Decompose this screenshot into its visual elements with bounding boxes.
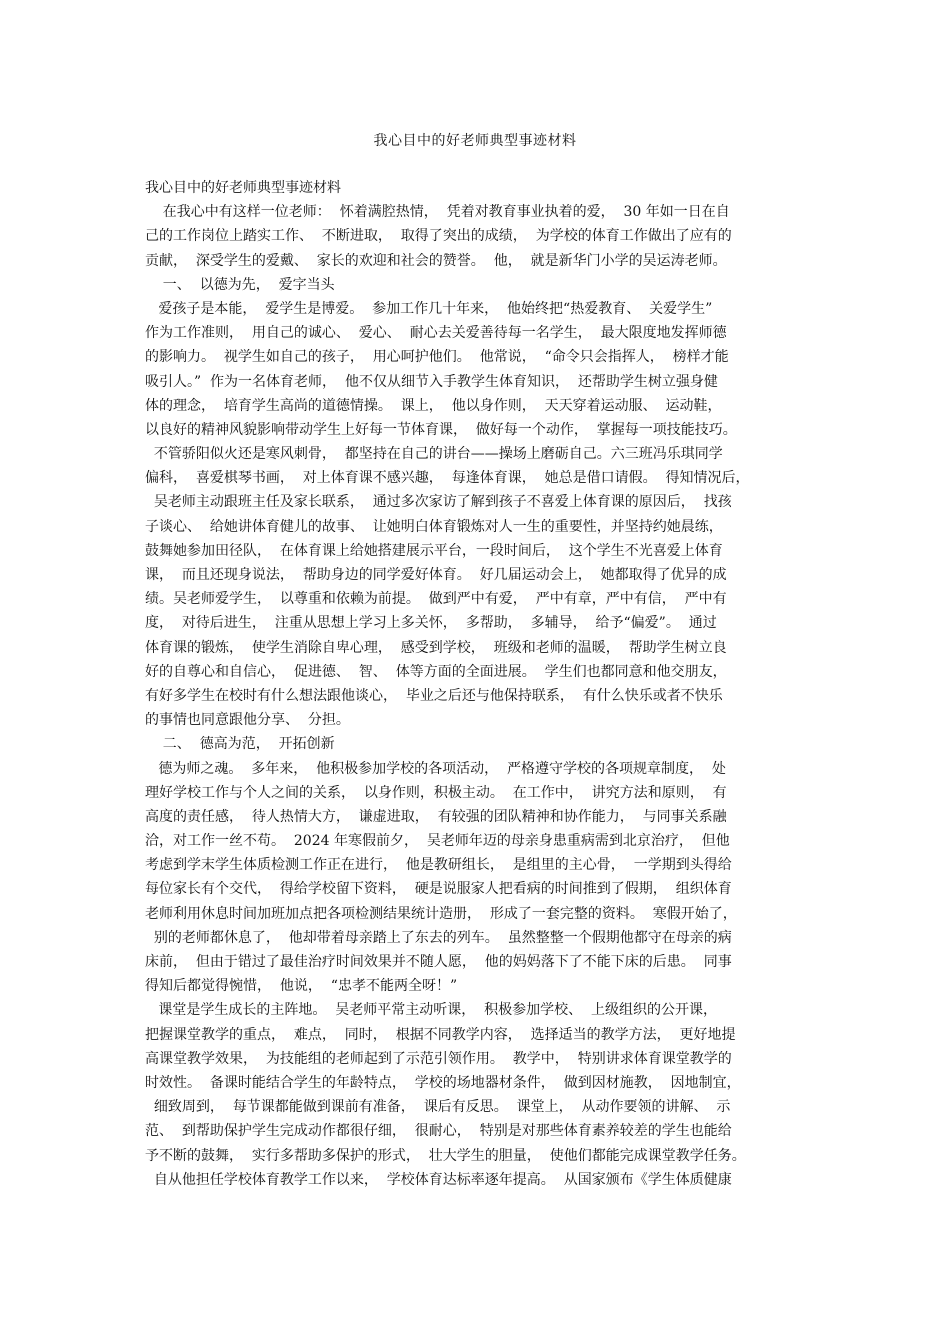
body-line: 细致周到， 每节课都能做到课前有准备， 课后有反思。 课堂上， 从动作要领的讲解、 示 <box>145 1099 731 1116</box>
body-line: 偏科， 喜爱棋琴书画， 对上体育课不感兴趣， 每逢体育课， 她总是借口请假。 得知情况后， <box>145 470 750 487</box>
body-line: 己的工作岗位上踏实工作、 不断进取， 取得了突出的成绩， 为学校的体育工作做出了应有的 <box>145 228 732 245</box>
body-line: 课， 而且还现身说法， 帮助身边的同学爱好体育。 好几届运动会上， 她都取得了优异的成 <box>145 567 727 583</box>
body-line: 床前， 但由于错过了最佳治疗时间效果并不随人愿， 他的妈妈落下了不能下床的后患。 同事 <box>145 954 732 970</box>
body-line: 在我心中有这样一位老师： 怀着满腔热情， 凭着对教育事业执着的爱， 30 年如一日在自 <box>145 204 730 221</box>
body-line: 吸引人。” 作为一名体育老师， 他不仅从细节入手教学生体育知识， 还帮助学生树立强身健 <box>145 373 718 390</box>
body-line: 二、 德高为范， 开拓创新 <box>145 736 335 753</box>
body-line: 不管骄阳似火还是寒风刺骨， 都坚持在自己的讲台——操场上磨砺自己。六三班冯乐琪同学 <box>145 446 723 463</box>
body-line: 每位家长有个交代， 得给学校留下资料， 硬是说服家人把看病的时间推到了假期， 组织体育 <box>145 881 732 898</box>
body-line: 理好学校工作与个人之间的关系， 以身作则，积极主动。 在工作中， 讲究方法和原则， 有 <box>145 784 727 801</box>
body-line: 德为师之魂。 多年来， 他积极参加学校的各项活动， 严格遵守学校的各项规章制度， 处 <box>145 760 726 777</box>
body-line: 作为工作准则， 用自己的诚心、 爱心、 耐心去关爱善待每一名学生， 最大限度地发挥师德 <box>145 325 727 342</box>
body-line: 一、 以德为先， 爱字当头 <box>145 276 335 293</box>
body-line: 别的老师都休息了， 他却带着母亲踏上了东去的列车。 虽然整整一个假期他都守在母亲的病 <box>145 929 732 946</box>
body-line: 贡献， 深受学生的爱戴、 家长的欢迎和社会的赞誉。 他， 就是新华门小学的吴运涛老师。 <box>145 252 727 269</box>
body-line: 高度的责任感， 待人热情大方， 谦虚进取， 有较强的团队精神和协作能力， 与同事关系融 <box>145 808 727 825</box>
body-line: 的影响力。 视学生如自己的孩子， 用心呵护他们。 他常说， “命令只会指挥人， 榜样才能 <box>145 349 729 366</box>
body-line: 度， 对待后进生， 注重从思想上学习上多关怀， 多帮助， 多辅导， 给予“偏爱”。 通过 <box>145 615 717 632</box>
body-line: 老师利用休息时间加班加点把各项检测结果统计造册， 形成了一套完整的资料。 寒假开始了， <box>145 905 737 922</box>
body-line: 好的自尊心和自信心， 促进德、 智、 体等方面的全面进展。 学生们也都同意和他交朋友， <box>145 663 727 680</box>
body-line: 得知后都觉得惋惜， 他说， “忠孝不能两全呀！” <box>145 978 458 995</box>
body-line: 课堂是学生成长的主阵地。 吴老师平常主动听课， 积极参加学校、 上级组织的公开课， <box>145 1002 718 1019</box>
body-line: 我心目中的好老师典型事迹材料 <box>145 180 341 196</box>
body-line: 吴老师主动跟班主任及家长联系， 通过多次家访了解到孩子不喜爱上体育课的原因后， 找孩 <box>145 494 732 511</box>
body-line: 有好多学生在校时有什么想法跟他谈心， 毕业之后还与他保持联系， 有什么快乐或者不快乐 <box>145 687 723 704</box>
body-line: 洽，对工作一丝不苟。 2024 年寒假前夕， 吴老师年迈的母亲身患重病需到北京治疗， 但他 <box>145 833 730 850</box>
body-line: 时效性。 备课时能结合学生的年龄特点， 学校的场地器材条件， 做到因材施教， 因地制宜， <box>145 1074 741 1091</box>
body-line: 体的理念， 培育学生高尚的道德情操。 课上， 他以身作则， 天天穿着运动服、 运动鞋， <box>145 397 722 414</box>
body-line: 把握课堂教学的重点， 难点， 同时， 根据不同教学内容， 选择适当的教学方法， 更好地提 <box>145 1026 736 1043</box>
body-line: 鼓舞她参加田径队， 在体育课上给她搭建展示平台，一段时间后， 这个学生不光喜爱上体育 <box>145 542 723 559</box>
body-line: 予不断的鼓舞， 实行多帮助多保护的形式， 壮大学生的胆量， 使他们都能完成课堂教学任务。 <box>145 1147 746 1164</box>
body-line: 自从他担任学校体育教学工作以来， 学校体育达标率逐年提高。 从国家颁布《学生体质健康 <box>145 1171 732 1188</box>
body-line: 的事情也同意跟他分享、 分担。 <box>145 712 350 729</box>
body-line: 考虑到学末学生体质检测工作正在进行， 他是教研组长， 是组里的主心骨， 一学期到头得给 <box>145 857 732 874</box>
document-body <box>145 176 817 1192</box>
body-line: 爱孩子是本能， 爱学生是博爱。 参加工作几十年来， 他始终把“热爱教育、 关爱学生” <box>145 300 713 317</box>
document-title: 我心目中的好老师典型事迹材料 <box>373 133 577 149</box>
body-line: 以良好的精神风貌影响带动学生上好每一节体育课， 做好每一个动作， 掌握每一项技能技巧。 <box>145 421 737 438</box>
body-line: 范、 到帮助保护学生完成动作都很仔细， 很耐心， 特别是对那些体育素养较差的学生也能给 <box>145 1123 732 1140</box>
body-line: 绩。吴老师爱学生， 以尊重和依赖为前提。 做到严中有爱， 严中有章，严中有信， 严中有 <box>145 591 727 608</box>
body-line: 体育课的锻炼， 使学生消除自卑心理， 感受到学校， 班级和老师的温暖， 帮助学生树立良 <box>145 639 727 656</box>
body-line: 子谈心、 给她讲体育健儿的故事、 让她明白体育锻炼对人一生的重要性，并坚持约她晨练， <box>145 518 723 535</box>
body-line: 高课堂教学效果， 为技能组的老师起到了示范引领作用。 教学中， 特别讲求体育课堂教学的 <box>145 1050 732 1067</box>
